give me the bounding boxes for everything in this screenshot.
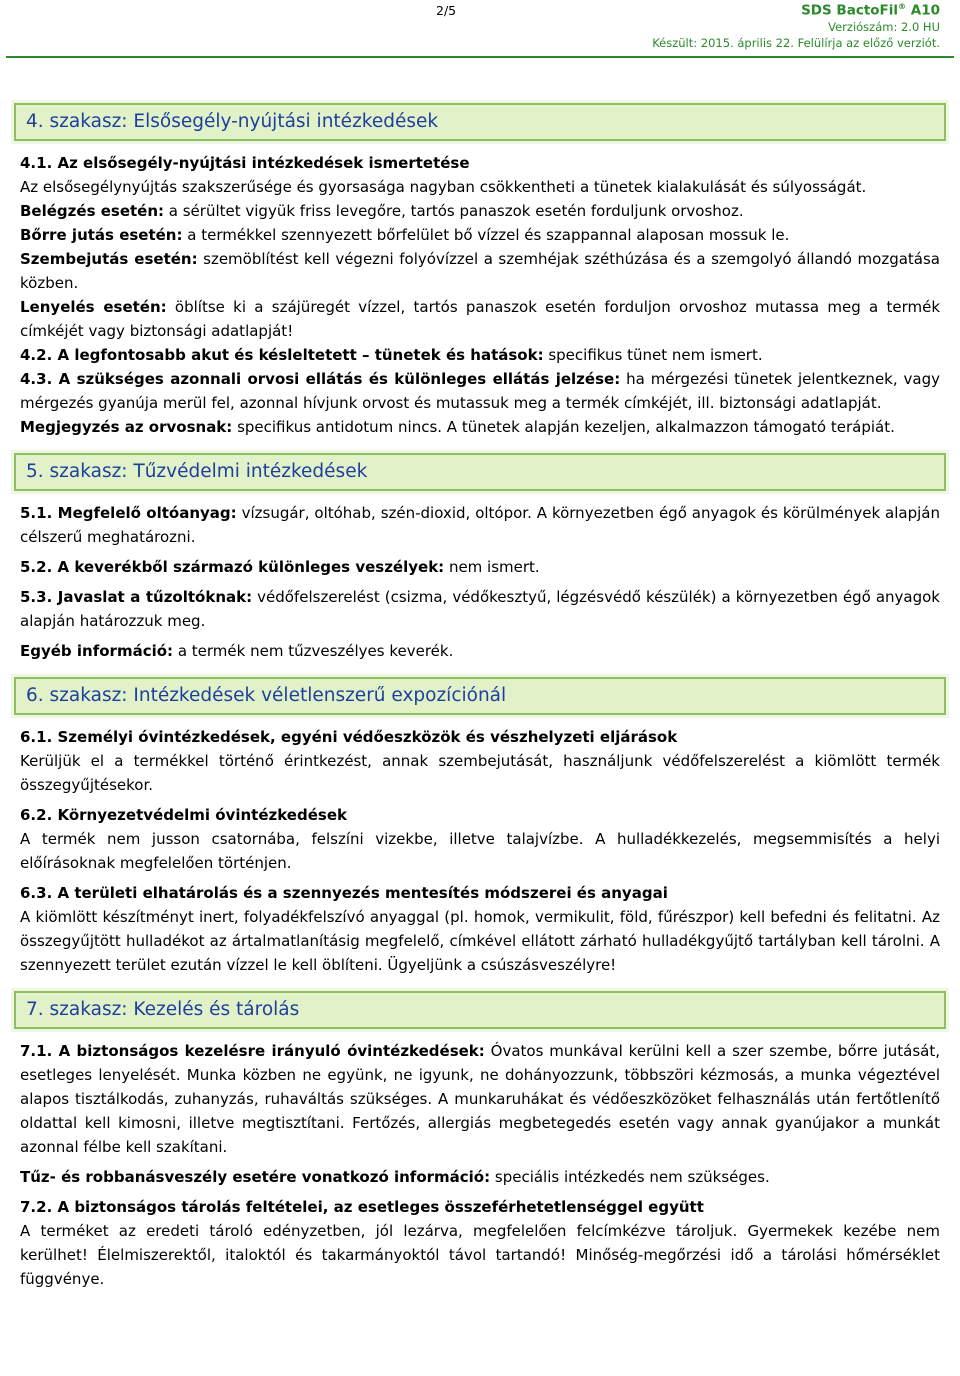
document-title-suffix: A10 xyxy=(910,2,940,19)
version-line: Verziószám: 2.0 HU xyxy=(828,19,940,34)
inhalation-paragraph xyxy=(20,199,940,223)
skin-contact-label: Bőrre jutás esetén: xyxy=(20,226,183,244)
page-header xyxy=(0,0,960,60)
section-6-title: 6. szakasz: Intézkedések véletlenszerű expozíciónál xyxy=(14,677,946,715)
storage-text: A terméket az eredeti tároló edényzetben, jól lezárva, megfelelően felcímkézve tároljuk. Gyermekek kezébe nem kerülhet! Élelmiszerektől, italoktól és takarmányoktól távol tartandó! Minőség-megőrzési idő a tárolási hőmérséklet függvénye. xyxy=(20,1222,940,1288)
section-7-title: 7. szakasz: Kezelés és tárolás xyxy=(14,991,946,1029)
fire-info-paragraph xyxy=(20,1165,940,1189)
heading-4-3: 4.3. A szükséges azonnali orvosi ellátás és különleges ellátás jelzése: xyxy=(20,370,621,388)
ingestion-label: Lenyelés esetén: xyxy=(20,298,167,316)
firefighters-text: védőfelszerelést (csizma, védőkesztyű, légzésvédő készülék) a környezetben égő anyagok alapján határozzuk meg. xyxy=(20,588,940,630)
eye-contact-text: szemöblítést kell végezni folyóvízzel a szemhéjak széthúzása és a szemgolyó állandó mozgatása közben. xyxy=(20,250,940,292)
heading-4-1: 4.1. Az elsősegély-nyújtási intézkedések ismertetése xyxy=(20,154,470,172)
heading-4-2: 4.2. A legfontosabb akut és késleltetett – tünetek és hatások: xyxy=(20,346,544,364)
first-aid-intro: Az elsősegélynyújtás szakszerűsége és gyorsasága nagyban csökkentheti a tünetek kialakulását és súlyosságát. xyxy=(20,178,867,196)
environmental-precautions-text: A termék nem jusson csatornába, felszíni vizekbe, illetve talajvízbe. A hulladékkezelés, megsemmisítés a helyi előírásoknak megfelelően történjen. xyxy=(20,830,940,872)
other-info-text: a termék nem tűzveszélyes keverék. xyxy=(173,642,454,660)
ingestion-text: öblítse ki a szájüregét vízzel, tartós panaszok esetén forduljon orvoshoz mutassa meg a termék címkéjét vagy biztonsági adatlapját! xyxy=(20,298,941,340)
eye-contact-paragraph xyxy=(20,247,940,295)
heading-6-1: 6.1. Személyi óvintézkedések, egyéni védőeszközök és vészhelyzeti eljárások xyxy=(20,728,678,746)
fire-info-label: Tűz- és robbanásveszély esetére vonatkozó információ: xyxy=(20,1168,491,1186)
extinguishing-paragraph xyxy=(20,501,940,549)
eye-contact-label: Szembejutás esetén: xyxy=(20,250,198,268)
doctor-note-paragraph xyxy=(20,415,940,439)
inhalation-label: Belégzés esetén: xyxy=(20,202,165,220)
other-info-label: Egyéb információ: xyxy=(20,642,174,660)
special-hazards-text: nem ismert. xyxy=(444,558,540,576)
ingestion-paragraph xyxy=(20,295,940,343)
containment-text: A kiömlött készítményt inert, folyadékfelszívó anyaggal (pl. homok, vermikulit, föld, fűrészpor) kell befedni és felitatni. Az összegyűjtött hulladékot az ártalmatlanításig megfelelő, címkével ellátott zárható hulladékgyűjtő tartályban kell tárolni. A szennyezett terület ezután vízzel le kell öblíteni. Ügyeljünk a csúszásveszélyre! xyxy=(20,908,940,974)
page-number: 2/5 xyxy=(436,3,457,18)
heading-5-3: 5.3. Javaslat a tűzoltóknak: xyxy=(20,588,253,606)
heading-5-1: 5.1. Megfelelő oltóanyag: xyxy=(20,504,237,522)
heading-6-3: 6.3. A területi elhatárolás és a szennyezés mentesítés módszerei és anyagai xyxy=(20,884,668,902)
skin-contact-paragraph xyxy=(20,223,940,247)
registered-mark: ® xyxy=(898,2,907,11)
personal-precautions-text: Kerüljük el a termékkel történő érintkezést, annak szembejutását, használjunk védőfelszerelést a kiömlött termék összegyűjtésekor. xyxy=(20,752,940,794)
section-5-title: 5. szakasz: Tűzvédelmi intézkedések xyxy=(14,453,946,491)
safe-handling-paragraph xyxy=(20,1039,940,1159)
heading-6-2: 6.2. Környezetvédelmi óvintézkedések xyxy=(20,806,347,824)
document-body xyxy=(20,103,940,1291)
symptoms-text: specifikus tünet nem ismert. xyxy=(543,346,763,364)
heading-7-2: 7.2. A biztonságos tárolás feltételei, az esetleges összeférhetetlenséggel együtt xyxy=(20,1198,704,1216)
fire-info-text: speciális intézkedés nem szükséges. xyxy=(490,1168,770,1186)
created-line: Készült: 2015. április 22. Felülírja az előző verziót. xyxy=(652,35,940,50)
header-divider xyxy=(6,56,954,58)
medical-attention-text: ha mérgezési tünetek jelentkeznek, vagy mérgezés gyanúja merül fel, azonnal hívjunk orvost és mutassuk meg a termék címkéjét, ill. biztonsági adatlapját. xyxy=(20,370,940,412)
firefighters-paragraph xyxy=(20,585,940,633)
section-4-title: 4. szakasz: Elsősegély-nyújtási intézkedések xyxy=(14,103,946,141)
special-hazards-paragraph xyxy=(20,555,940,579)
document-title xyxy=(652,2,940,19)
document-title-text: SDS BactoFil xyxy=(801,2,899,19)
skin-contact-text: a termékkel szennyezett bőrfelület bő vízzel és szappannal alaposan mossuk le. xyxy=(182,226,790,244)
doctor-note-label: Megjegyzés az orvosnak: xyxy=(20,418,233,436)
other-info-paragraph xyxy=(20,639,940,663)
medical-attention-paragraph xyxy=(20,367,940,415)
extinguishing-text: vízsugár, oltóhab, szén-dioxid, oltópor. A környezetben égő anyagok és körülmények alapján célszerű meghatározni. xyxy=(20,504,940,546)
heading-5-2: 5.2. A keverékből származó különleges veszélyek: xyxy=(20,558,445,576)
heading-7-1: 7.1. A biztonságos kezelésre irányuló óvintézkedések: xyxy=(20,1042,485,1060)
symptoms-paragraph xyxy=(20,343,940,367)
inhalation-text: a sérültet vigyük friss levegőre, tartós panaszok esetén forduljunk orvoshoz. xyxy=(164,202,744,220)
safe-handling-text: Óvatos munkával kerülni kell a szer szembe, bőrre jutását, esetleges lenyelését. Munka közben ne együnk, ne igyunk, ne dohányozzunk, többszöri kézmosás, a munka végeztével alapos tisztálkodás, zuhanyzás, ruhaváltás szükséges. A munkaruhákat és védőeszközöket felhasználás után fertőtlenítő oldattal kell kimosni, illetve megtisztítani. Fertőzés, allergiás megbetegedés esetén vagy annak gyanújakor a munkát azonnal félbe kell szakítani. xyxy=(20,1042,940,1156)
header-info xyxy=(652,2,940,51)
doctor-note-text: specifikus antidotum nincs. A tünetek alapján kezeljen, alkalmazzon támogató terápiát. xyxy=(232,418,895,436)
